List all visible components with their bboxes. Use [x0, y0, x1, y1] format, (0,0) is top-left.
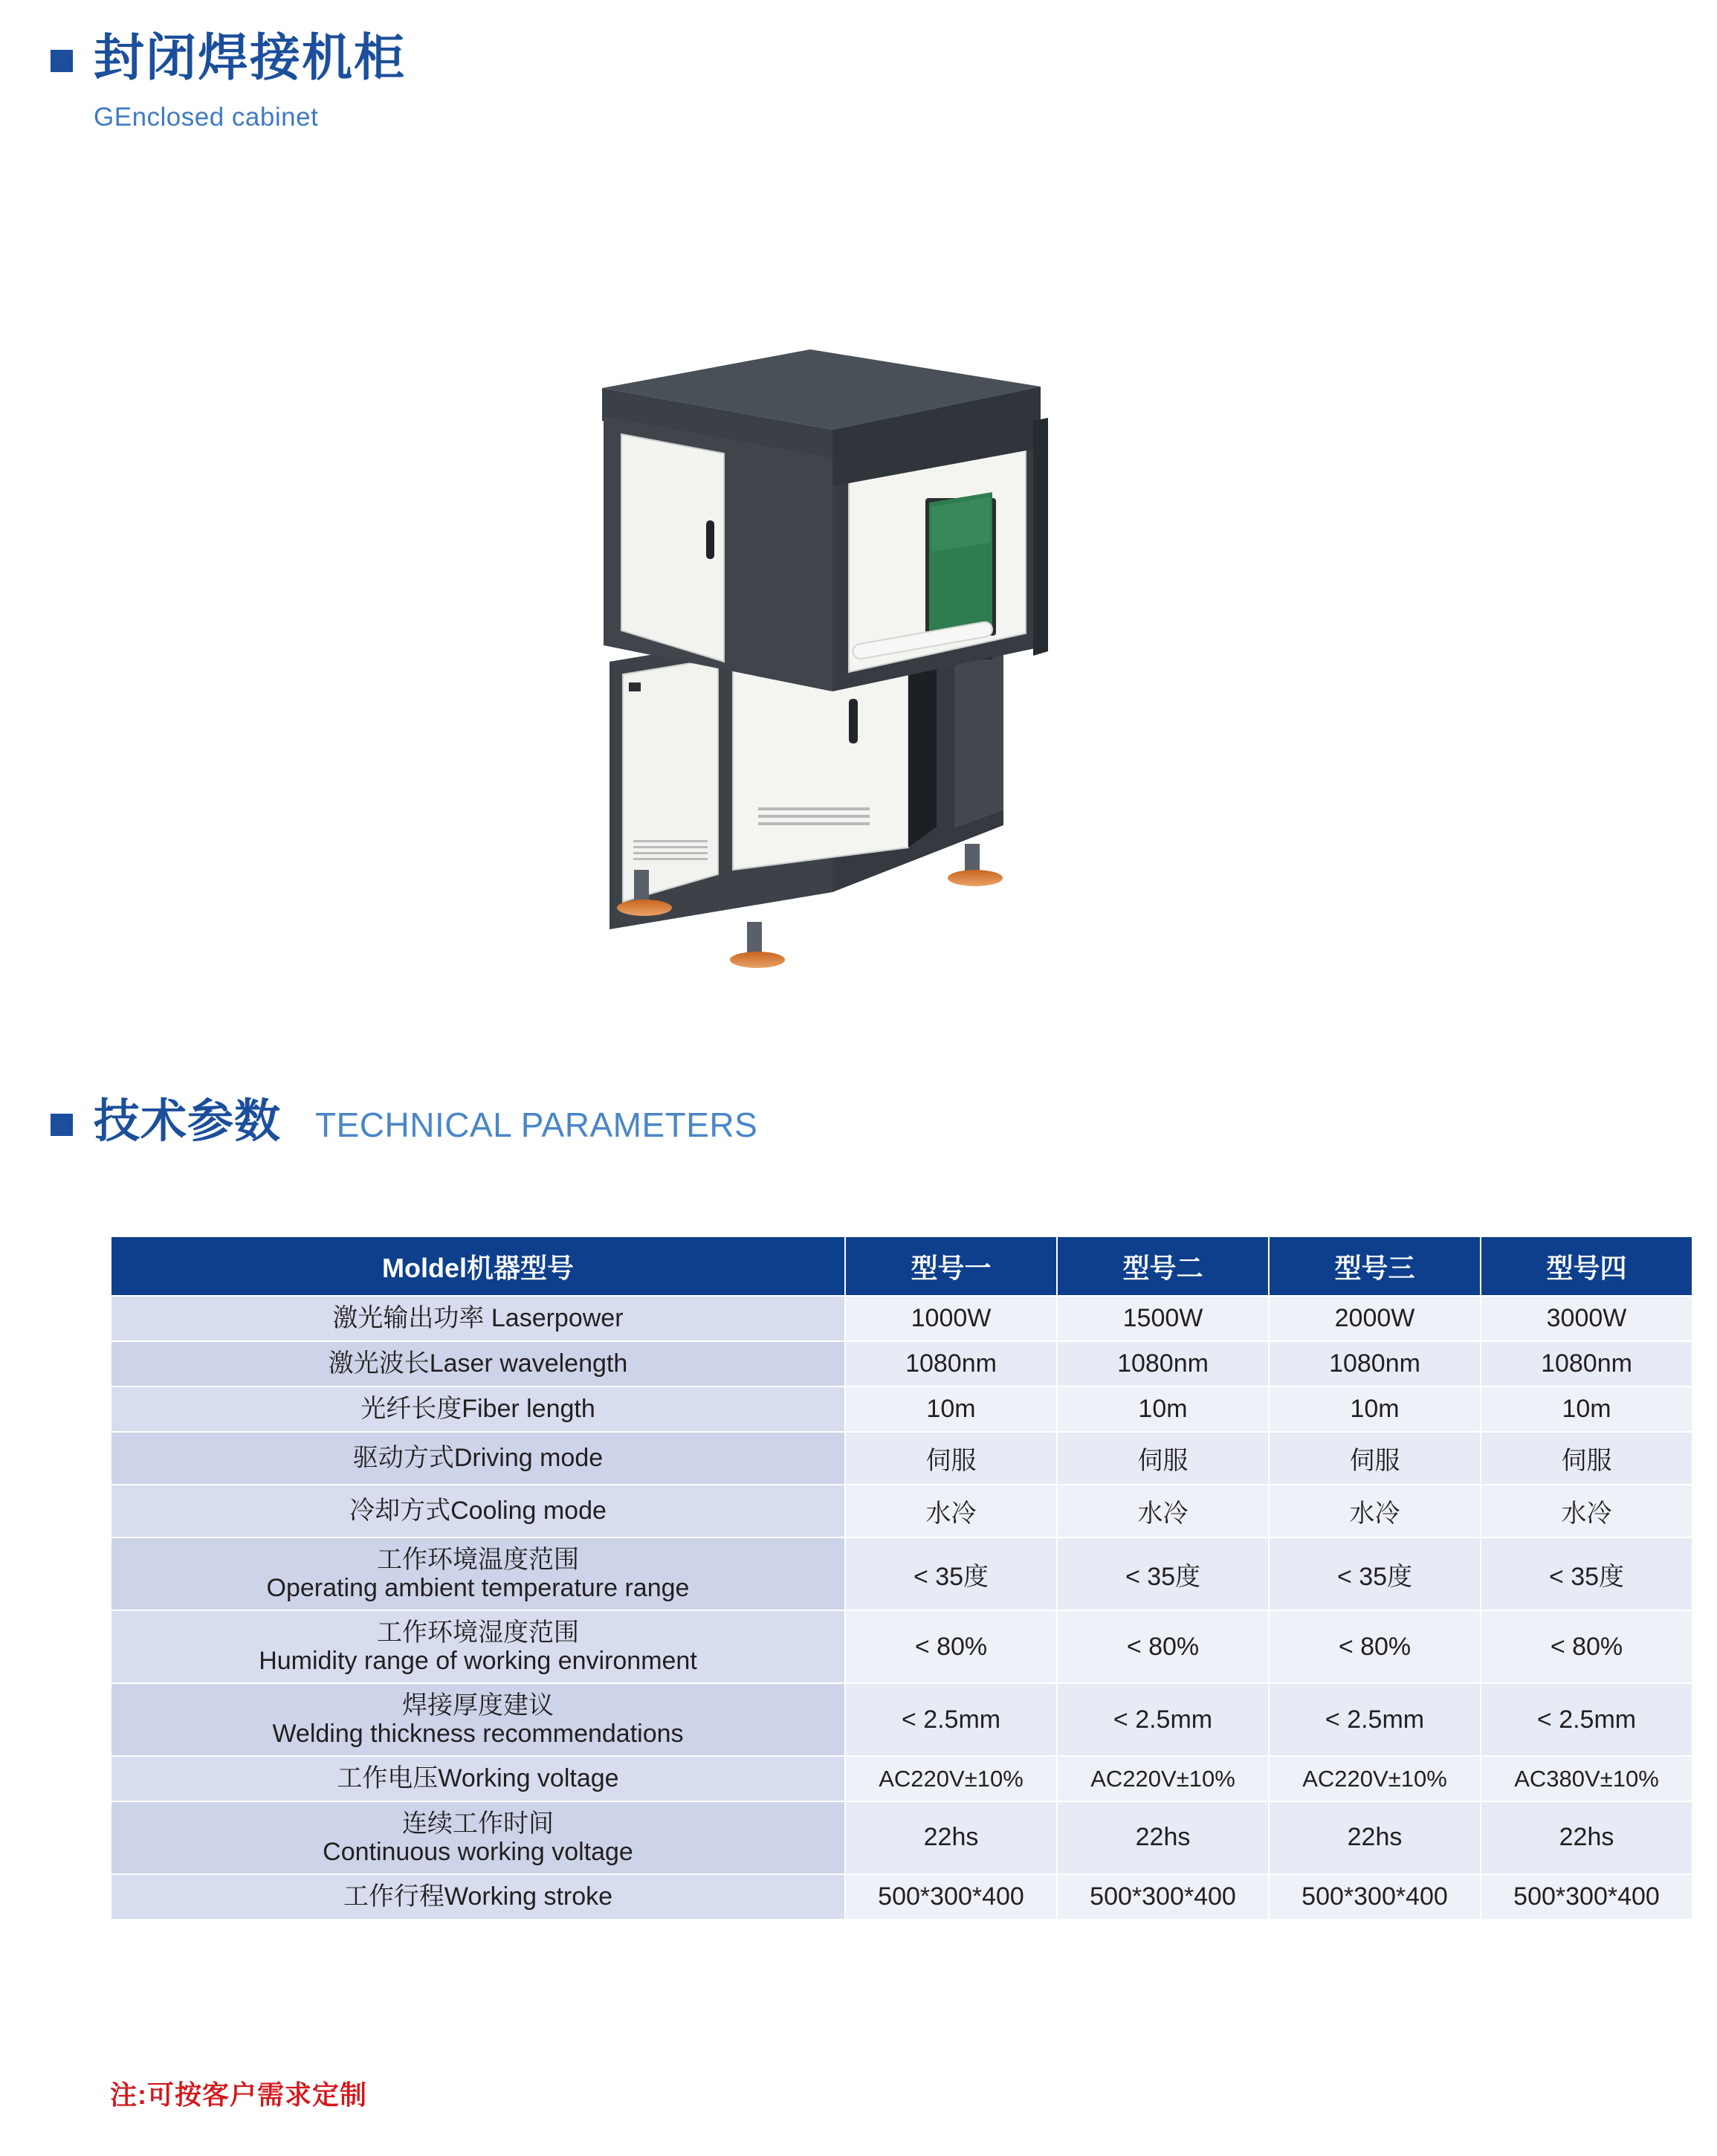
row-value: 2000W: [1269, 1296, 1481, 1341]
cabinet-svg: [587, 275, 1063, 996]
table-row: [111, 1874, 1692, 1920]
row-label-line1: 驱动方式Driving mode: [352, 1444, 604, 1473]
row-value: 22hs: [1269, 1801, 1481, 1874]
row-value: < 2.5mm: [845, 1683, 1057, 1756]
product-illustration: [587, 275, 1063, 996]
section-title-en: TECHNICAL PARAMETERS: [315, 1106, 758, 1144]
table-row: [111, 1296, 1692, 1341]
spec-table: [110, 1236, 1693, 1920]
row-value: 3000W: [1481, 1296, 1692, 1341]
row-value: 22hs: [1057, 1801, 1269, 1874]
page-title-block: [51, 30, 1091, 132]
technical-parameters-heading: [51, 1096, 758, 1147]
machine-foot: [730, 952, 785, 968]
row-value: 水冷: [1481, 1485, 1692, 1537]
table-row: [111, 1387, 1692, 1432]
row-label-line1: 激光波长Laser wavelength: [328, 1349, 628, 1378]
row-label: [111, 1683, 845, 1756]
row-label: [111, 1537, 845, 1610]
table-row: [111, 1537, 1692, 1610]
page-title: 封闭焊接机柜: [94, 30, 407, 86]
row-value: 水冷: [1057, 1485, 1269, 1537]
table-row: [111, 1683, 1692, 1756]
table-row: [111, 1610, 1692, 1683]
machine-foot: [617, 900, 672, 916]
row-value: 10m: [1481, 1387, 1692, 1432]
machine-foot: [948, 870, 1003, 886]
bullet-square-icon: [51, 50, 73, 72]
row-value: 1500W: [1057, 1296, 1269, 1341]
title-row: [51, 30, 1091, 86]
row-value: 500*300*400: [1481, 1874, 1692, 1920]
row-value: < 35度: [1269, 1537, 1481, 1610]
row-label-line1: 冷却方式Cooling mode: [349, 1497, 607, 1526]
row-value: 伺服: [845, 1432, 1057, 1485]
row-label: [111, 1341, 845, 1387]
row-value: AC380V±10%: [1481, 1756, 1692, 1801]
row-value: < 80%: [1269, 1610, 1481, 1683]
row-label-line2: Humidity range of working environment: [259, 1647, 697, 1676]
row-value: 1080nm: [1269, 1341, 1481, 1387]
row-label-line1: 焊接厚度建议: [402, 1691, 554, 1720]
row-value: < 2.5mm: [1057, 1683, 1269, 1756]
col-header-model-3: 型号三: [1269, 1236, 1481, 1296]
row-label-line2: Welding thickness recommendations: [272, 1720, 684, 1749]
product-image-area: [0, 253, 1717, 1041]
section-title-cn: 技术参数: [94, 1096, 282, 1147]
row-label-line1: 激光输出功率 Laserpower: [332, 1304, 624, 1333]
row-value: 500*300*400: [1269, 1874, 1481, 1920]
row-value: 1080nm: [845, 1341, 1057, 1387]
row-value: 10m: [1269, 1387, 1481, 1432]
row-value: < 2.5mm: [1269, 1683, 1481, 1756]
row-value: AC220V±10%: [845, 1756, 1057, 1801]
row-label-line2: Operating ambient temperature range: [266, 1574, 690, 1603]
row-value: < 80%: [1057, 1610, 1269, 1683]
table-row: [111, 1485, 1692, 1537]
row-value: < 2.5mm: [1481, 1683, 1692, 1756]
row-label-line1: 工作环境温度范围: [377, 1546, 579, 1574]
table-header-row: [111, 1236, 1692, 1296]
col-header-model-4: 型号四: [1481, 1236, 1692, 1296]
row-value: 伺服: [1269, 1432, 1481, 1485]
spec-table-head: [111, 1236, 1692, 1296]
row-value: 1080nm: [1481, 1341, 1692, 1387]
table-row: [111, 1432, 1692, 1485]
customization-note: 注:可按客户需求定制: [110, 2079, 367, 2110]
row-label: [111, 1387, 845, 1432]
spec-table-body: [111, 1296, 1692, 1920]
row-value: 伺服: [1481, 1432, 1692, 1485]
row-value: < 35度: [1057, 1537, 1269, 1610]
row-value: < 80%: [1481, 1610, 1692, 1683]
row-value: 1000W: [845, 1296, 1057, 1341]
row-label-line1: 工作行程Working stroke: [343, 1882, 613, 1911]
table-row: [111, 1801, 1692, 1874]
row-label: [111, 1485, 845, 1537]
row-label-line1: 工作电压Working voltage: [337, 1764, 619, 1793]
row-label-line1: 工作环境湿度范围: [377, 1618, 579, 1647]
spec-table-wrapper: [110, 1236, 1693, 1920]
col-header-model-2: 型号二: [1057, 1236, 1269, 1296]
row-value: 10m: [845, 1387, 1057, 1432]
row-label: [111, 1874, 845, 1920]
row-value: < 35度: [845, 1537, 1057, 1610]
page-subtitle: GEnclosed cabinet: [94, 103, 319, 132]
col-header-model-1: 型号一: [845, 1236, 1057, 1296]
table-row: [111, 1341, 1692, 1387]
row-label: [111, 1756, 845, 1801]
row-label: [111, 1610, 845, 1683]
row-value: 500*300*400: [845, 1874, 1057, 1920]
row-label-line1: 光纤长度Fiber length: [360, 1395, 595, 1424]
row-value: 1080nm: [1057, 1341, 1269, 1387]
row-value: 伺服: [1057, 1432, 1269, 1485]
row-value: 10m: [1057, 1387, 1269, 1432]
row-value: < 35度: [1481, 1537, 1692, 1610]
row-label: [111, 1296, 845, 1341]
row-value: 500*300*400: [1057, 1874, 1269, 1920]
row-value: 水冷: [845, 1485, 1057, 1537]
row-label: [111, 1801, 845, 1874]
bullet-square-icon: [51, 1114, 73, 1136]
row-label-line2: Continuous working voltage: [323, 1837, 633, 1866]
row-value: AC220V±10%: [1269, 1756, 1481, 1801]
col-header-model: Moldel机器型号: [111, 1236, 845, 1296]
row-value: 水冷: [1269, 1485, 1481, 1537]
row-value: AC220V±10%: [1057, 1756, 1269, 1801]
row-label: [111, 1432, 845, 1485]
row-label-line1: 连续工作时间: [402, 1809, 554, 1838]
row-value: < 80%: [845, 1610, 1057, 1683]
row-value: 22hs: [1481, 1801, 1692, 1874]
row-value: 22hs: [845, 1801, 1057, 1874]
table-row: [111, 1756, 1692, 1801]
